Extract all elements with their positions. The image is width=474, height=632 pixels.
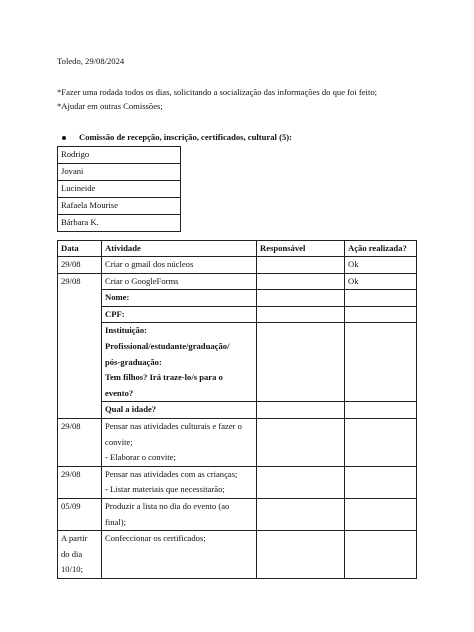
task-responsible <box>257 323 345 402</box>
task-date: 29/08 <box>58 273 102 418</box>
table-row <box>58 215 181 232</box>
table-header-row <box>58 241 417 257</box>
task-activity: Criar o gmail dos núcleos <box>102 257 257 274</box>
activity-line: final); <box>105 516 126 527</box>
activity-line: Confeccionar os certificados; <box>105 533 206 544</box>
header-date: Data <box>58 241 102 257</box>
task-status: Ok <box>345 273 417 290</box>
task-date: 05/09 <box>58 498 102 530</box>
header-activity: Atividade <box>102 241 257 257</box>
task-responsible <box>257 257 345 274</box>
task-status <box>345 290 417 307</box>
task-status <box>345 498 417 530</box>
form-field-name: Nome: <box>102 290 257 307</box>
form-field-institution <box>102 323 257 402</box>
member-name: Rodrigo <box>58 147 181 164</box>
table-row <box>58 531 417 579</box>
task-date: 29/08 <box>58 418 102 466</box>
table-row <box>58 402 417 419</box>
activity-line: - Listar materiais que necessitarão; <box>105 484 225 495</box>
task-status: Ok <box>345 257 417 274</box>
task-responsible <box>257 418 345 466</box>
header-responsible: Responsável <box>257 241 345 257</box>
note-help-committees: *Ajudar em outras Comissões; <box>57 101 163 111</box>
task-date: 29/08 <box>58 466 102 498</box>
task-status <box>345 418 417 466</box>
place-date: Toledo, 29/08/2024 <box>57 56 125 66</box>
table-row <box>58 418 417 466</box>
tasks-table <box>57 240 417 579</box>
task-responsible <box>257 290 345 307</box>
task-status <box>345 466 417 498</box>
table-row <box>58 306 417 323</box>
activity-line: Pensar nas atividades com as crianças; <box>105 468 238 479</box>
task-responsible <box>257 306 345 323</box>
members-table <box>57 146 181 232</box>
activity-line: Produzir a lista no dia do evento (ao <box>105 500 230 511</box>
member-name: Jovani <box>58 164 181 181</box>
task-activity <box>102 531 257 579</box>
task-status <box>345 306 417 323</box>
task-activity <box>102 498 257 530</box>
table-row <box>58 323 417 402</box>
table-row <box>58 147 181 164</box>
task-responsible <box>257 273 345 290</box>
table-row <box>58 198 181 215</box>
form-field-age: Qual a idade? <box>102 402 257 419</box>
task-responsible <box>257 531 345 579</box>
task-activity <box>102 418 257 466</box>
task-status <box>345 323 417 402</box>
table-row <box>58 498 417 530</box>
task-responsible <box>257 402 345 419</box>
table-row <box>58 273 417 290</box>
task-activity: Criar o GoogleForms <box>102 273 257 290</box>
task-status <box>345 402 417 419</box>
activity-line: - Elaborar o convite; <box>105 452 176 463</box>
bullet-icon <box>62 136 66 140</box>
task-date: 29/08 <box>58 257 102 274</box>
date-line: A partir <box>61 533 88 544</box>
form-field-line: evento? <box>105 387 134 398</box>
task-activity <box>102 466 257 498</box>
table-row <box>58 466 417 498</box>
task-date <box>58 531 102 579</box>
table-row <box>58 257 417 274</box>
form-field-line: pós-graduação: <box>105 356 162 367</box>
member-name: Lucineide <box>58 181 181 198</box>
task-status <box>345 531 417 579</box>
form-field-line: Profissional/estudante/graduação/ <box>105 340 230 351</box>
member-name: Rafaela Mourise <box>58 198 181 215</box>
header-action-done: Ação realizada? <box>345 241 417 257</box>
table-row <box>58 164 181 181</box>
activity-line: convite; <box>105 436 133 447</box>
task-responsible <box>257 498 345 530</box>
form-field-line: Tem filhos? Irá traze-lo/s para o <box>105 372 223 383</box>
date-line: do dia <box>61 548 83 559</box>
date-line: 10/10; <box>61 564 83 575</box>
committee-title: Comissão de recepção, inscrição, certificados, cultural (5): <box>79 132 292 142</box>
task-responsible <box>257 466 345 498</box>
note-daily-round: *Fazer uma rodada todos os dias, solicitando a socialização das informações do que foi feito; <box>57 87 378 97</box>
table-row <box>58 181 181 198</box>
member-name: Bárbara K. <box>58 215 181 232</box>
form-field-line: Instituição: <box>105 325 148 336</box>
form-field-cpf: CPF: <box>102 306 257 323</box>
activity-line: Pensar nas atividades culturais e fazer o <box>105 420 242 431</box>
table-row <box>58 290 417 307</box>
